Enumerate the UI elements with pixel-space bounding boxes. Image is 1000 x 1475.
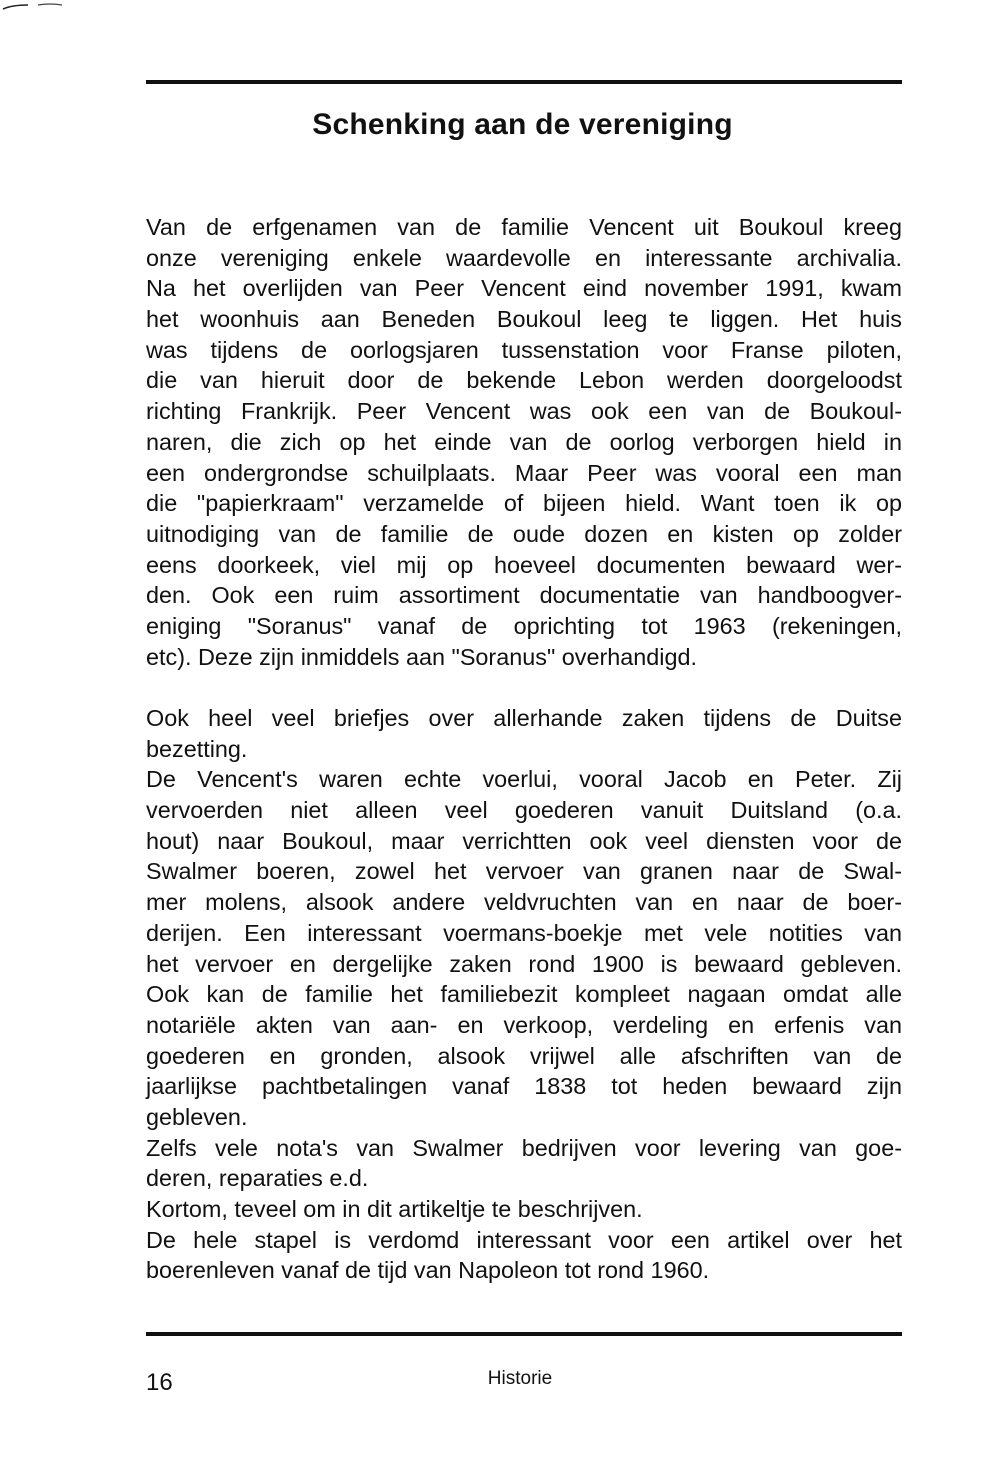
- paragraph: [146, 979, 902, 1132]
- text-line: mer molens, alsook andere veldvruchten van en naar de boer-: [146, 889, 902, 916]
- text-line: onze vereniging enkele waardevolle en interessante archivalia.: [146, 244, 902, 271]
- text-line: Na het overlijden van Peer Vencent eind november 1991, kwam: [146, 275, 902, 302]
- text-line: een ondergrondse schuilplaats. Maar Peer was vooral een man: [146, 459, 902, 486]
- text-line: den. Ook een ruim assortiment documentatie van handboogver-: [146, 582, 902, 609]
- bottom-rule: [146, 1332, 902, 1336]
- text-line: De Vencent's waren echte voerlui, vooral Jacob en Peter. Zij: [146, 766, 902, 793]
- text-line: goederen en gronden, alsook vrijwel alle afschriften van de: [146, 1042, 902, 1069]
- text-line: Ook kan de familie het familiebezit kompleet nagaan omdat alle: [146, 981, 902, 1008]
- text-line: die "papierkraam" verzamelde of bijeen hield. Want toen ik op: [146, 490, 902, 517]
- text-line: het vervoer en dergelijke zaken rond 1900 is bewaard gebleven.: [146, 950, 902, 977]
- text-line: De hele stapel is verdomd interessant voor een artikel over het: [146, 1226, 902, 1253]
- paragraph: [146, 1194, 902, 1225]
- text-line: deren, reparaties e.d.: [146, 1165, 369, 1192]
- paragraph: [146, 212, 902, 672]
- text-line: vervoerden niet alleen veel goederen vanuit Duitsland (o.a.: [146, 797, 902, 824]
- text-line: notariële akten van aan- en verkoop, verdeling en erfenis van: [146, 1011, 902, 1038]
- text-line: richting Frankrijk. Peer Vencent was ook een van de Boukoul-: [146, 398, 902, 425]
- text-line: boerenleven vanaf de tijd van Napoleon tot rond 1960.: [146, 1257, 710, 1284]
- text-line: jaarlijkse pachtbetalingen vanaf 1838 tot heden bewaard zijn: [146, 1073, 902, 1100]
- text-line: eniging "Soranus" vanaf de oprichting tot 1963 (rekeningen,: [146, 612, 902, 639]
- text-line: naren, die zich op het einde van de oorlog verborgen hield in: [146, 428, 902, 455]
- scan-artifact-mark: [2, 2, 64, 10]
- page-number: 16: [146, 1369, 173, 1396]
- article-title: Schenking aan de vereniging: [312, 108, 733, 141]
- text-line: derijen. Een interessant voermans-boekje met vele notities van: [146, 919, 902, 946]
- text-line: Swalmer boeren, zowel het vervoer van granen naar de Swal-: [146, 858, 902, 885]
- section-name: Historie: [487, 1368, 553, 1389]
- text-line: etc). Deze zijn inmiddels aan "Soranus" overhandigd.: [146, 643, 697, 670]
- text-line: gebleven.: [146, 1103, 248, 1130]
- text-line: uitnodiging van de familie de oude dozen en kisten op zolder: [146, 520, 902, 547]
- paragraph: [146, 1225, 902, 1286]
- paragraph-gap: [146, 672, 902, 703]
- text-line: Ook heel veel briefjes over allerhande zaken tijdens de Duitse: [146, 705, 902, 731]
- paragraph: [146, 703, 902, 764]
- text-line: was tijdens de oorlogsjaren tussenstation voor Franse piloten,: [146, 336, 902, 363]
- article-body: [146, 212, 902, 1286]
- text-line: die van hieruit door de bekende Lebon werden doorgeloodst: [146, 367, 902, 394]
- text-line: eens doorkeek, viel mij op hoeveel documenten bewaard wer-: [146, 551, 902, 578]
- text-line: bezetting.: [146, 735, 248, 762]
- paragraph: [146, 1133, 902, 1194]
- text-line: Zelfs vele nota's van Swalmer bedrijven voor levering van goe-: [146, 1134, 902, 1161]
- text-line: het woonhuis aan Beneden Boukoul leeg te liggen. Het huis: [146, 306, 902, 333]
- top-rule: [146, 80, 902, 84]
- paragraph: [146, 764, 902, 979]
- text-line: hout) naar Boukoul, maar verrichtten ook veel diensten voor de: [146, 827, 902, 854]
- text-line: Van de erfgenamen van de familie Vencent uit Boukoul kreeg: [146, 214, 902, 240]
- text-line: Kortom, teveel om in dit artikeltje te beschrijven.: [146, 1196, 643, 1222]
